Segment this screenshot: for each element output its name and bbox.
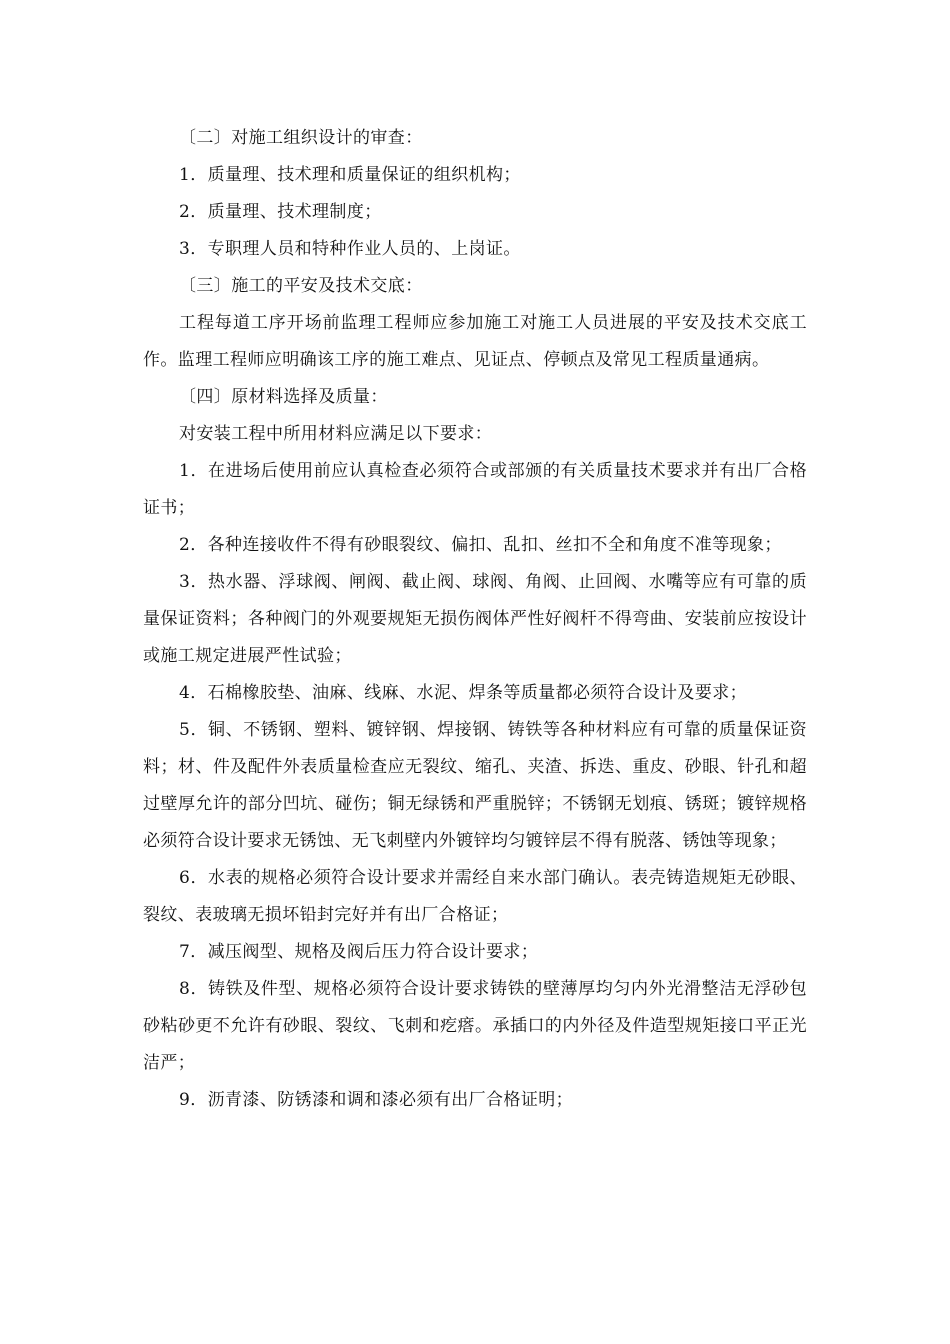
list-item: 1．在进场后使用前应认真检查必须符合或部颁的有关质量技术要求并有出厂合格证书； [143,461,807,518]
list-item: 8．铸铁及件型、规格必须符合设计要求铸铁的壁薄厚均匀内外光滑整洁无浮砂包砂粘砂更不允许有砂眼、裂纹、飞刺和疙瘩。承插口的内外径及件造型规矩接口平正光洁严； [143,979,807,1073]
section-heading-4: 〔四〕原材料选择及质量： [179,387,388,407]
list-item: 7．减压阀型、规格及阀后压力符合设计要求； [179,942,539,962]
list-item: 1．质量理、技术理和质量保证的组织机构； [179,165,521,185]
list-item: 2．各种连接收件不得有砂眼裂纹、偏扣、乱扣、丝扣不全和角度不准等现象； [179,535,782,555]
list-item: 4．石棉橡胶垫、油麻、线麻、水泥、焊条等质量都必须符合设计及要求； [179,683,748,703]
list-item: 3．专职理人员和特种作业人员的、上岗证。 [179,239,521,259]
list-item: 6．水表的规格必须符合设计要求并需经自来水部门确认。表壳铸造规矩无砂眼、裂纹、表玻璃无损坏铅封完好并有出厂合格证； [143,868,807,925]
list-item: 9．沥青漆、防锈漆和调和漆必须有出厂合格证明； [179,1090,574,1110]
section-heading-2: 〔二〕对施工组织设计的审查： [179,128,423,148]
list-item: 2．质量理、技术理制度； [179,202,382,222]
list-item: 3．热水器、浮球阀、闸阀、截止阀、球阀、角阀、止回阀、水嘴等应有可靠的质量保证资料；各种阀门的外观要规矩无损伤阀体严性好阀杆不得弯曲、安装前应按设计或施工规定进展严性试验； [143,572,807,666]
section-heading-3: 〔三〕施工的平安及技术交底： [179,276,423,296]
list-item: 5．铜、不锈钢、塑料、镀锌钢、焊接钢、铸铁等各种材料应有可靠的质量保证资料；材、件及配件外表质量检查应无裂纹、缩孔、夹渣、拆迭、重皮、砂眼、针孔和超过壁厚允许的部分凹坑、碰伤；铜无绿锈和严重脱锌；不锈钢无划痕、锈斑；镀锌规格必须符合设计要求无锈蚀、无飞刺壁内外镀锌均匀镀锌层不得有脱落、锈蚀等现象； [143,720,807,851]
body-paragraph: 工程每道工序开场前监理工程师应参加施工对施工人员进展的平安及技术交底工作。监理工程师应明确该工序的施工难点、见证点、停顿点及常见工程质量通病。 [143,313,807,370]
body-paragraph: 对安装工程中所用材料应满足以下要求： [179,424,493,444]
document-body [143,120,807,1119]
